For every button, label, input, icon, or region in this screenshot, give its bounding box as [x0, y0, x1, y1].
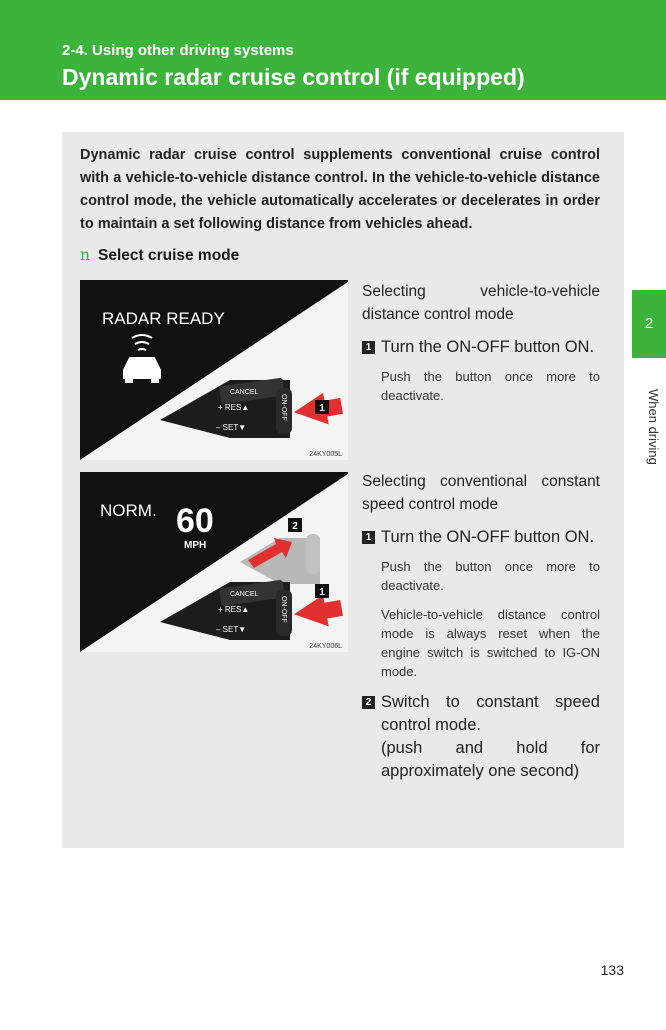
step-text: Turn the ON-OFF button ON. [381, 528, 595, 546]
instruction-block-constant-mode [362, 470, 600, 791]
block-heading: Selecting vehicle-to-vehicle distance control mode [362, 283, 600, 323]
speed-display: 60 [176, 502, 214, 540]
callout-1: 1 [319, 587, 325, 598]
radar-ready-display: RADAR READY [102, 309, 225, 328]
step-note: Push the button once more to deactivate. [381, 369, 600, 403]
page-header [0, 0, 666, 100]
step-item [362, 526, 600, 549]
step-item [362, 691, 600, 783]
figure-norm-mode [80, 472, 348, 652]
svg-text:CANCEL: CANCEL [230, 389, 259, 396]
page-number: 133 [600, 962, 624, 978]
svg-text:– SET▼: – SET▼ [216, 423, 247, 432]
norm-display: NORM. [100, 501, 157, 520]
svg-text:ON-OFF: ON-OFF [280, 394, 287, 421]
instruction-block-distance-mode [362, 280, 600, 415]
svg-text:ON-OFF: ON-OFF [280, 596, 287, 623]
svg-text:+ RES▲: + RES▲ [218, 403, 250, 412]
step-number: 1 [362, 341, 375, 354]
chapter-name: When driving [646, 389, 661, 465]
page-title: Dynamic radar cruise control (if equipped) [62, 64, 525, 90]
block-heading: Selecting conventional constant speed control mode [362, 473, 600, 513]
figure-radar-ready [80, 280, 348, 460]
svg-text:– SET▼: – SET▼ [216, 625, 247, 634]
chapter-tab[interactable] [632, 290, 666, 358]
section-subtitle: 2-4. Using other driving systems [62, 42, 294, 59]
speed-unit: MPH [184, 540, 207, 551]
step-number: 1 [362, 531, 375, 544]
content-panel [62, 132, 624, 848]
svg-text:CANCEL: CANCEL [230, 591, 259, 598]
step-item [362, 336, 600, 359]
step-note-reset: Vehicle-to-vehicle distance control mode is always reset when the engine switch is switched to IG-ON mode. [381, 607, 600, 679]
callout-2: 2 [292, 521, 298, 532]
figure-code: 24KY005L [309, 451, 342, 458]
step-note: Push the button once more to deactivate. [381, 559, 600, 593]
section-title: Select cruise mode [97, 247, 240, 264]
step-text: Turn the ON-OFF button ON. [381, 338, 595, 356]
section-bullet: n [80, 246, 90, 264]
section-heading [80, 246, 239, 265]
chapter-number: 2 [644, 315, 654, 332]
step-text: Switch to constant speed control mode. (push and hold for approximately one second) [381, 693, 600, 780]
callout-1: 1 [319, 403, 325, 414]
figure-code: 24KY006L [309, 643, 342, 650]
step-extra: (push and hold for approximately one second) [381, 739, 600, 780]
svg-text:+ RES▲: + RES▲ [218, 605, 250, 614]
step-number: 2 [362, 696, 375, 709]
intro-paragraph: Dynamic radar cruise control supplements conventional cruise control with a vehicle-to-vehicle distance control. In the vehicle-to-vehicle distance control mode, the vehicle automatically accelerates or decelerates in order to maintain a set following distance from vehicles ahead. [80, 147, 600, 232]
